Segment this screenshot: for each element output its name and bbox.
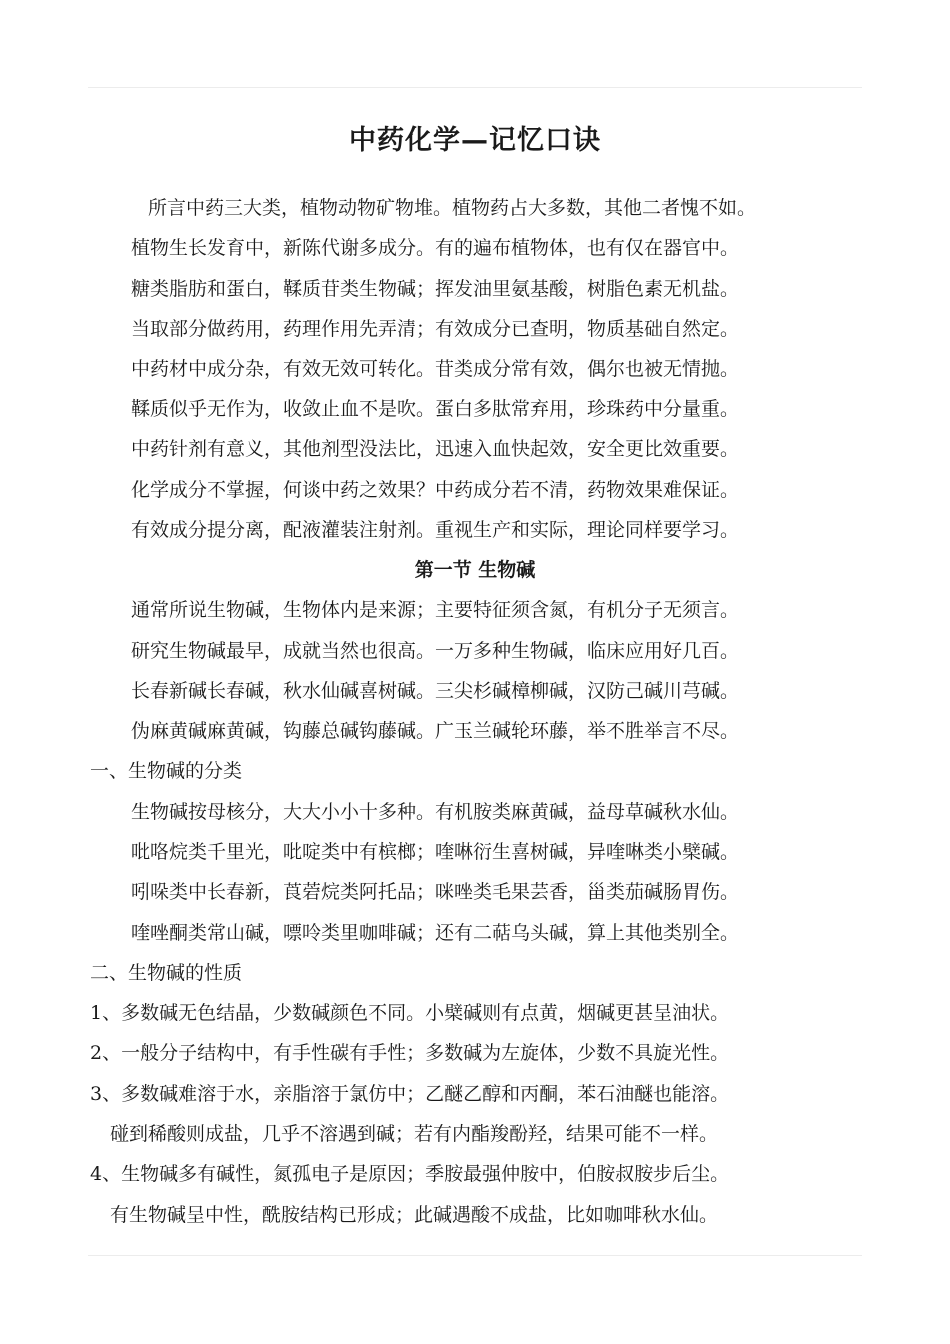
part1-line-3: 吲哚类中长春新，莨菪烷类阿托品；咪唑类毛果芸香，甾类茄碱肠胃伤。 [131, 881, 740, 903]
intro-line-2: 植物生长发育中，新陈代谢多成分。有的遍布植物体，也有仅在器官中。 [131, 237, 740, 259]
intro-line-6: 鞣质似乎无作为，收敛止血不是吹。蛋白多肽常弃用，珍珠药中分量重。 [131, 398, 740, 420]
page-title: 中药化学—记忆口诀 [349, 125, 601, 156]
intro-line-8: 化学成分不掌握，何谈中药之效果？中药成分若不清，药物效果难保证。 [131, 479, 740, 501]
section1-line-1: 通常所说生物碱，生物体内是来源；主要特征须含氮，有机分子无须言。 [131, 599, 740, 621]
part2-line-4: 碰到稀酸则成盐，几乎不溶遇到碱；若有内酯羧酚羟，结果可能不一样。 [110, 1123, 719, 1145]
part2-line-5: 4、生物碱多有碱性，氮孤电子是原因；季胺最强仲胺中，伯胺叔胺步后尘。 [90, 1163, 730, 1185]
footer-rule [88, 1255, 862, 1256]
part2-line-3: 3、多数碱难溶于水，亲脂溶于氯仿中；乙醚乙醇和丙酮，苯石油醚也能溶。 [90, 1083, 730, 1105]
section1-line-4: 伪麻黄碱麻黄碱，钩藤总碱钩藤碱。广玉兰碱轮环藤，举不胜举言不尽。 [131, 720, 740, 742]
intro-line-9: 有效成分提分离，配液灌装注射剂。重视生产和实际，理论同样要学习。 [131, 519, 740, 541]
section1-line-3: 长春新碱长春碱，秋水仙碱喜树碱。三尖杉碱樟柳碱，汉防己碱川芎碱。 [131, 680, 740, 702]
part2-line-6: 有生物碱呈中性，酰胺结构已形成；此碱遇酸不成盐，比如咖啡秋水仙。 [110, 1204, 719, 1226]
part1-heading: 一、生物碱的分类 [90, 760, 243, 782]
section1-line-2: 研究生物碱最早，成就当然也很高。一万多种生物碱，临床应用好几百。 [131, 640, 740, 662]
intro-line-5: 中药材中成分杂，有效无效可转化。苷类成分常有效，偶尔也被无情抛。 [131, 358, 740, 380]
intro-line-7: 中药针剂有意义，其他剂型没法比，迅速入血快起效，安全更比效重要。 [131, 438, 740, 460]
section-heading: 第一节 生物碱 [414, 559, 536, 581]
part2-line-2: 2、一般分子结构中，有手性碳有手性；多数碱为左旋体，少数不具旋光性。 [90, 1042, 730, 1064]
part1-line-2: 吡咯烷类千里光，吡啶类中有槟榔；喹啉衍生喜树碱，异喹啉类小檗碱。 [131, 841, 740, 863]
part2-line-1: 1、多数碱无色结晶，少数碱颜色不同。小檗碱则有点黄，烟碱更甚呈油状。 [90, 1002, 730, 1024]
part1-line-4: 喹唑酮类常山碱，嘌呤类里咖啡碱；还有二萜乌头碱，算上其他类别全。 [131, 922, 740, 944]
intro-line-1: 所言中药三大类，植物动物矿物堆。植物药占大多数，其他二者愧不如。 [148, 197, 757, 219]
part2-heading: 二、生物碱的性质 [90, 962, 243, 984]
header-rule [88, 87, 862, 88]
intro-line-4: 当取部分做药用，药理作用先弄清；有效成分已查明，物质基础自然定。 [131, 318, 740, 340]
part1-line-1: 生物碱按母核分，大大小小十多种。有机胺类麻黄碱，益母草碱秋水仙。 [131, 801, 740, 823]
intro-line-3: 糖类脂肪和蛋白，鞣质苷类生物碱；挥发油里氨基酸，树脂色素无机盐。 [131, 278, 740, 300]
